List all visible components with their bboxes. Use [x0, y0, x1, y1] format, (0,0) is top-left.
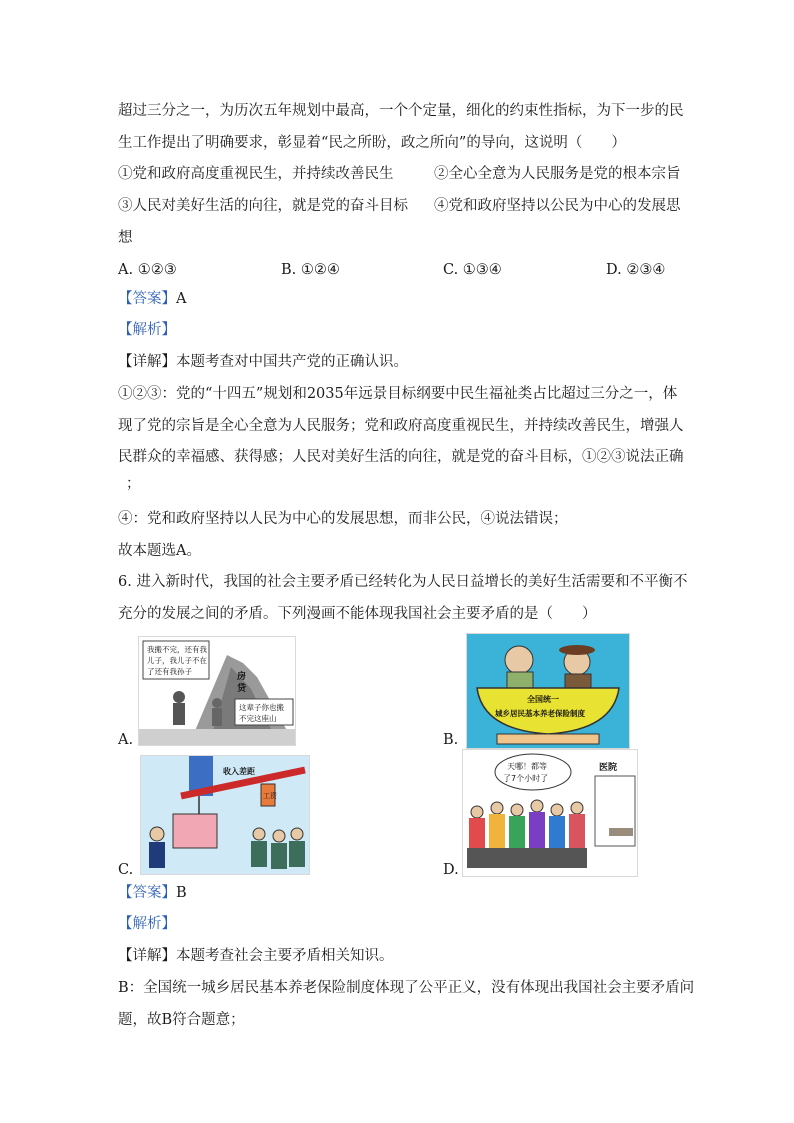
q5-statement-4: ④党和政府坚持以公民为中心的发展思	[434, 198, 681, 214]
q5-option-b: B. ①②④	[281, 262, 340, 278]
cartoon-d-label: D.	[443, 862, 459, 878]
cartoon-d-drawing	[463, 750, 637, 876]
q5-stem-line1: 超过三分之一，为历次五年规划中最高，一个个定量，细化的约束性指标，为下一步的民	[118, 103, 684, 119]
q6-explanation-line2: 题，故B符合题意；	[118, 1012, 245, 1028]
q6-detail-row	[118, 946, 394, 966]
answer-value: B	[176, 885, 187, 901]
detail-intro: 本题考查社会主要矛盾相关知识。	[176, 948, 394, 964]
q5-statement-3: ③人民对美好生活的向往，就是党的奋斗目标	[118, 198, 408, 214]
q5-option-d: D. ②③④	[606, 262, 666, 278]
cartoon-c-drawing	[141, 756, 309, 874]
answer-tag: 【答案】	[118, 885, 176, 901]
cartoon-d-bubble-l2: 了7个小时了	[503, 774, 549, 783]
q5-option-c: C. ①③④	[443, 262, 502, 278]
cartoon-b-bowl-l1: 全国统一	[527, 695, 559, 704]
cartoon-d-bubble-l1: 天哪！都等	[507, 762, 547, 771]
q5-option-a: A. ①②③	[118, 262, 177, 278]
cartoon-b-label: B.	[443, 732, 459, 748]
q5-detail-row	[118, 352, 408, 372]
q5-explanation-line3: 民群众的幸福感、获得感；人民对美好生活的向往，就是党的奋斗目标，①②③说法正确	[118, 449, 684, 465]
cartoon-c-tag-text: 工资	[263, 792, 277, 800]
detail-intro: 本题考查对中国共产党的正确认识。	[176, 354, 408, 370]
cartoon-a-bubble2-l2: 不完这座山	[239, 714, 277, 723]
cartoon-a-bubble1-l2: 儿子，我儿子不在	[147, 656, 207, 665]
cartoon-c-income-gap	[140, 755, 310, 875]
q5-explanation-line2: 现了党的宗旨是全心全意为人民服务；党和政府高度重视民生，并持续改善民生，增强人	[118, 418, 684, 434]
q5-explanation-line5: ④：党和政府坚持以人民为中心的发展思想，而非公民，④说法错误；	[118, 511, 568, 527]
cartoon-b-pension	[466, 633, 630, 749]
answer-value: A	[176, 291, 187, 307]
cartoon-a-mountain-l1: 房	[237, 672, 247, 682]
detail-tag: 【详解】	[118, 354, 176, 370]
cartoon-b-bowl-l2: 城乡居民基本养老保险制度	[495, 709, 585, 718]
q5-analysis-tag: 【解析】	[118, 322, 176, 338]
cartoon-a-bubble1-l3: 了还有我孙子	[147, 667, 192, 676]
q5-stem-line2: 生工作提出了明确要求，彰显着“民之所盼，政之所向”的导向，这说明（ ）	[118, 135, 626, 151]
detail-tag: 【详解】	[118, 948, 176, 964]
cartoon-a-drawing	[139, 637, 295, 745]
cartoon-a-mortgage	[138, 636, 296, 746]
q6-explanation-line1: B：全国统一城乡居民基本养老保险制度体现了公平正义，没有体现出我国社会主要矛盾问	[118, 980, 695, 996]
q5-statement-1: ①党和政府高度重视民生，并持续改善民生	[118, 166, 394, 182]
q6-stem-line1: 6. 进入新时代，我国的社会主要矛盾已经转化为人民日益增长的美好生活需要和不平衡不	[118, 574, 688, 590]
cartoon-a-bubble1-l1: 我搬不完，还有我	[147, 645, 207, 654]
q5-explanation-line1: ①②③：党的“十四五”规划和2035年远景目标纲要中民生福祉类占比超过三分之一，体	[118, 386, 678, 402]
q5-statement-4-cont: 想	[118, 230, 133, 246]
cartoon-d-hospital-queue	[462, 749, 638, 877]
cartoon-b-drawing	[467, 634, 629, 748]
q6-analysis-tag: 【解析】	[118, 916, 176, 932]
cartoon-d-hospital-sign: 医院	[599, 763, 618, 773]
cartoon-a-label: A.	[118, 732, 134, 748]
answer-tag: 【答案】	[118, 291, 176, 307]
cartoon-a-bubble2-l1: 这辈子你也搬	[239, 703, 284, 712]
q6-answer-row	[118, 883, 187, 903]
q6-stem-line2: 充分的发展之间的矛盾。下列漫画不能体现我国社会主要矛盾的是（ ）	[118, 606, 597, 622]
q5-answer-row	[118, 289, 186, 309]
q5-conclusion: 故本题选A。	[118, 543, 201, 559]
q5-explanation-line4: ；	[126, 476, 141, 492]
cartoon-c-beam-text: 收入差距	[223, 767, 255, 776]
q5-statement-2: ②全心全意为人民服务是党的根本宗旨	[434, 166, 681, 182]
cartoon-a-mountain-l2: 贷	[237, 684, 247, 694]
cartoon-c-label: C.	[118, 862, 134, 878]
